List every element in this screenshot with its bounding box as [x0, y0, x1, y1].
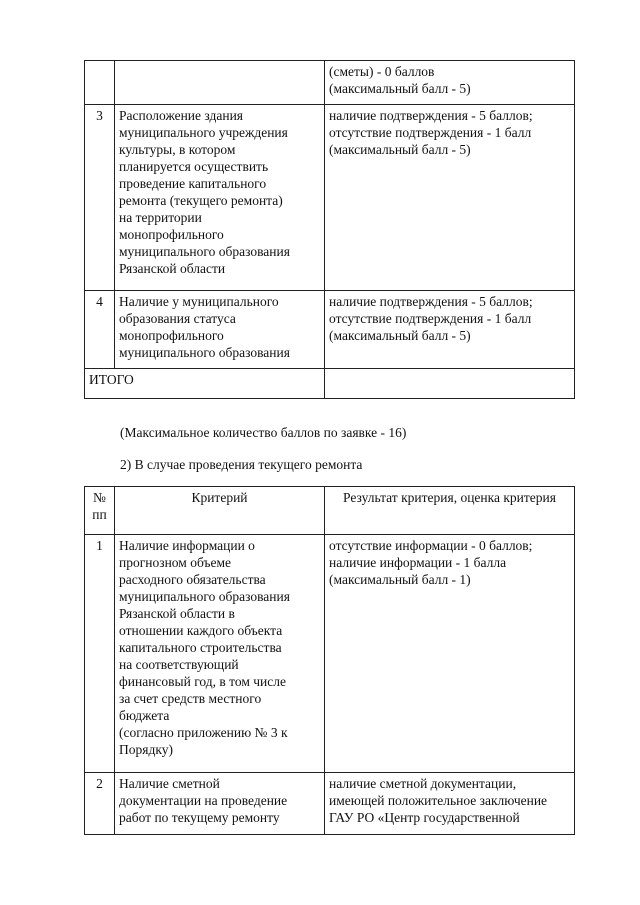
row-number: 2 [85, 773, 115, 835]
result-cell: отсутствие информации - 0 баллов; наличие информации - 1 балла (максимальный балл - 1) [325, 535, 575, 773]
table-row [85, 773, 575, 835]
header-row [85, 487, 575, 535]
result-cell: наличие подтверждения - 5 баллов; отсутствие подтверждения - 1 балл (максимальный балл - 5) [325, 291, 575, 369]
criterion-cell: Наличие сметной документации на проведение работ по текущему ремонту [115, 773, 325, 835]
criterion-cell: Расположение здания муниципального учреждения культуры, в котором планируется осуществить проведение капитального ремонта (текущего ремонта) на территории монопрофильного муниципального образования Рязанской области [115, 105, 325, 291]
header-num: № пп [85, 487, 115, 535]
table-row [85, 105, 575, 291]
max-score-note: (Максимальное количество баллов по заявке - 16) [120, 425, 407, 440]
result-cell: (сметы) - 0 баллов (максимальный балл - 5) [325, 61, 575, 105]
table-row [85, 61, 575, 105]
row-number [85, 61, 115, 105]
total-label: ИТОГО [85, 369, 325, 399]
section-heading: 2) В случае проведения текущего ремонта [120, 457, 363, 472]
header-result: Результат критерия, оценка критерия [325, 487, 575, 535]
criteria-table-continued [84, 60, 575, 399]
header-criterion: Критерий [115, 487, 325, 535]
result-cell: наличие сметной документации, имеющей положительное заключение ГАУ РО «Центр государственной [325, 773, 575, 835]
table-row [85, 535, 575, 773]
row-number: 1 [85, 535, 115, 773]
criterion-cell: Наличие у муниципального образования статуса монопрофильного муниципального образования [115, 291, 325, 369]
row-number: 3 [85, 105, 115, 291]
total-value [325, 369, 575, 399]
criteria-table-current-repair [84, 486, 575, 835]
result-cell: наличие подтверждения - 5 баллов; отсутствие подтверждения - 1 балл (максимальный балл - 5) [325, 105, 575, 291]
table-row [85, 291, 575, 369]
criterion-cell [115, 61, 325, 105]
criterion-cell: Наличие информации о прогнозном объеме расходного обязательства муниципального образования Рязанской области в отношении каждого объекта капитального строительства на соответствующий финансовый год, в том числе за счет средств местного бюджета (согласно приложению № 3 к Порядку) [115, 535, 325, 773]
row-number: 4 [85, 291, 115, 369]
total-row [85, 369, 575, 399]
